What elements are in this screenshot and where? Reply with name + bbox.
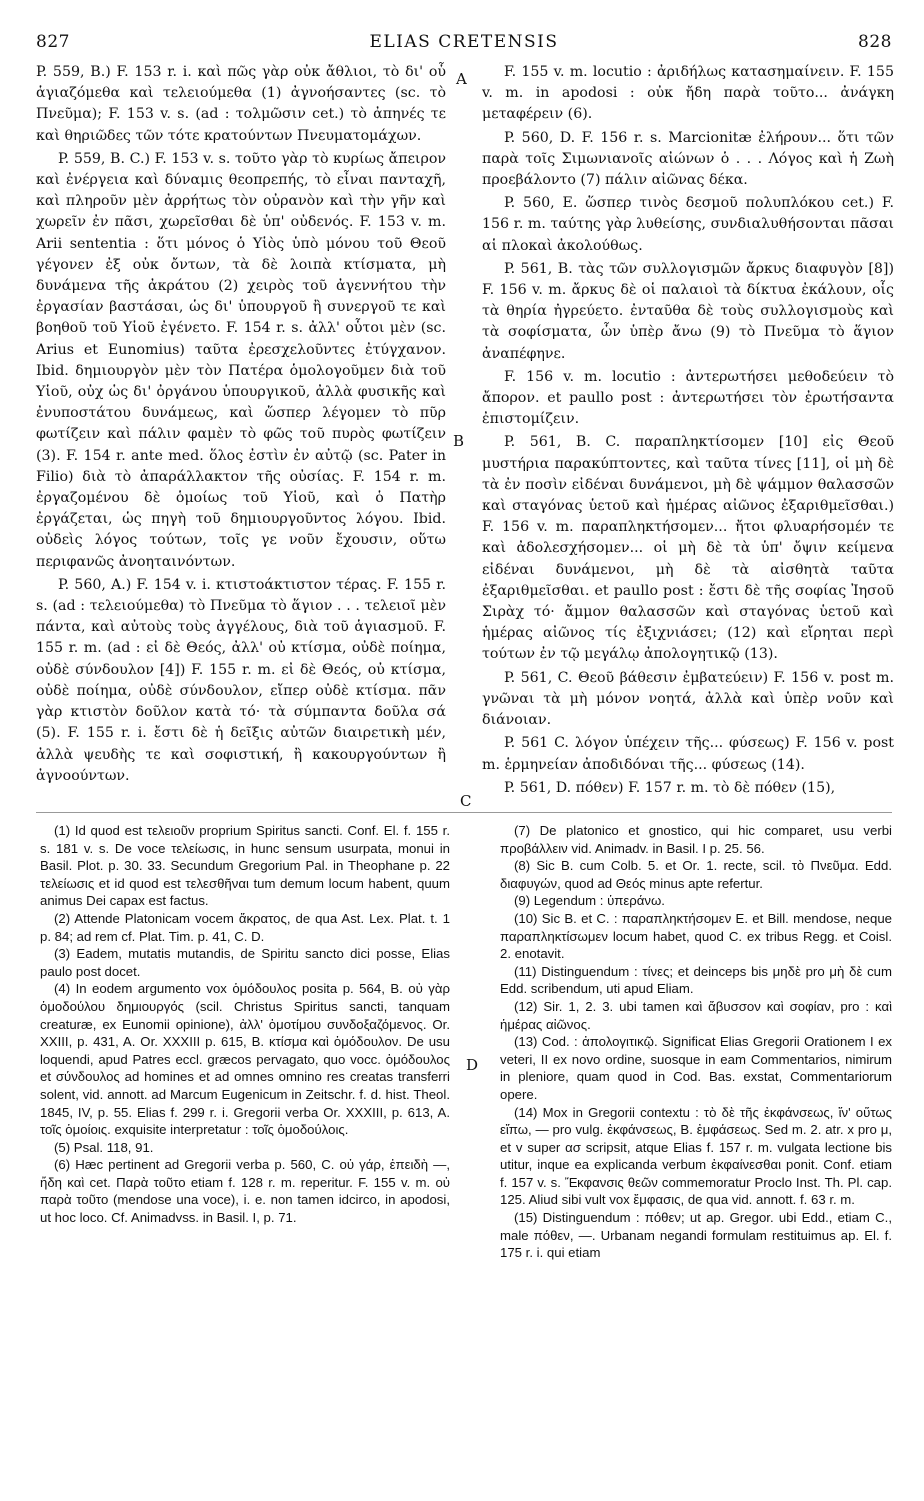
margin-marker-b: B bbox=[453, 432, 465, 450]
main-text-right-column bbox=[482, 62, 894, 799]
paragraph: F. 156 v. m. locutio : ἀντερωτήσει μεθοδεύειν τὸ ἄπορον. et paullo post : ἀντερωτήσει τὸν ἐρωτήσαντα ἐπιστομίζειν. bbox=[482, 368, 894, 428]
running-title: ELIAS CRETENSIS bbox=[369, 32, 559, 52]
footnotes-left-column bbox=[40, 822, 450, 1227]
paragraph: P. 561, C. Θεοῦ βάθεσιν ἐμβατεύειν) F. 156 v. post m. γνῶναι τὰ μὴ μόνον νοητά, ἀλλὰ καὶ ὑπὲρ νοῦν καὶ διάνοιαν. bbox=[482, 669, 894, 729]
footnote: (11) Distinguendum : τίνες; et deinceps bis μηδὲ pro μὴ δὲ cum Edd. scribendum, uti apud Eliam. bbox=[500, 963, 892, 997]
footnote: (10) Sic B. et C. : παραπληκτήσομεν E. et Bill. mendose, neque παραπληκτίσωμεν locum habet, quod C. ex tribus Regg. et Coisl. 2. enotavit. bbox=[500, 910, 892, 962]
running-header bbox=[36, 32, 892, 54]
paragraph: P. 559, B. C.) F. 153 v. s. τοῦτο γὰρ τὸ κυρίως ἄπειρον καὶ ἐνέργεια καὶ δύναμις θεοπρεπής, τὸ εἶναι πανταχῆ, καὶ πληροῦν μὲν ἀρρήτως τὸν οὐρανὸν καὶ τὴν γῆν καὶ χωρεῖν ἐν πᾶσι, χωρεῖσθαι δὲ ὑπ' οὐδενός. F. 153 v. m. Arii sententia : ὅτι μόνος ὁ Υἱὸς ὑπὸ μόνου τοῦ Θεοῦ γέγονεν ἐξ οὐκ ὄντων, τὰ δὲ λοιπὰ κτίσματα, μὴ δυνάμενα τῆς ἀκράτου (2) χειρὸς τοῦ ἀγεννήτου τὴν ἐργασίαν βαστάσαι, ὡς δι' ὑπουργοῦ ἢ συνεργοῦ τε καὶ βοηθοῦ τοῦ Υἱοῦ ἐγένετο. F. 154 r. s. ἀλλ' οὗτοι μὲν (sc. Arius et Eunomius) ταῦτα ἐρεσχελοῦντες ἐτύγχανον. Ibid. δημιουργὸν μὲν τὸν Πατέρα ὁμολογοῦμεν διὰ τοῦ Υἱοῦ, οὐχ ὡς δι' ὀργάνου ὑπουργικοῦ, ἀλλὰ φυσικῆς καὶ ἐνυποστάτου δυνάμεως, καὶ ὥσπερ λέγομεν τὸ πῦρ φωτίζειν καὶ πάλιν φαμὲν τὸ φῶς τοῦ πυρὸς φωτίζειν (3). F. 154 r. ante med. ὅλος ἐστὶν ἐν αὐτῷ (sc. Pater in Filio) διὰ τὸ ἀπαράλλακτον τῆς οὐσίας. F. 154 r. m. ἐργαζομένου δὲ ὁμοίως τοῦ Υἱοῦ, καὶ ὁ Πατὴρ ἐργάζεται, ὡς πηγὴ τοῦ δημιουργοῦντος λόγου. Ibid. οὐδεὶς λόγος τούτων, τοῖς γε νοῦν ἔχουσιν, οὕτω περιφανῶς ἀνοηταινόντων. bbox=[36, 150, 446, 570]
page-number-left: 827 bbox=[36, 32, 70, 52]
paragraph: P. 561 C. λόγον ὑπέχειν τῆς... φύσεως) F. 156 v. post m. ἑρμηνείαν ἀποδιδόναι τῆς... φύσεως (14). bbox=[482, 735, 894, 773]
paragraph: P. 561, D. πόθεν) F. 157 r. m. τὸ δὲ πόθεν (15), bbox=[504, 779, 836, 796]
paragraph: P. 561, B. C. παραπληκτίσομεν [10] εἰς Θεοῦ μυστήρια παρακύπτοντες, καὶ ταῦτα τίνες [11], οἱ μὴ δὲ τὰ ἐν ποσὶν εἰδέναι δυνάμενοι, μὴ δὲ ψάμμον θαλασσῶν καὶ σταγόνας ὑετοῦ καὶ ἡμέρας αἰῶνος ἐξαριθμεῖσθαι.) F. 156 v. m. παραπληκτήσομεν... ἤτοι φλυαρήσομέν τε καὶ ἀδολεσχήσομεν... οἱ μὴ δὲ τὰ ὑπ' ὄψιν κείμενα εἰδέναι δυνάμενοι, μὴ δὲ τὰ αἰσθητὰ ταῦτα ἐξαριθμεῖσθαι. et paullo post : ἔστι δὲ τῆς σοφίας Ἰησοῦ Σιρὰχ τό· ἄμμον θαλασσῶν καὶ σταγόνας ὑετοῦ καὶ ἡμέρας αἰῶνος τίς ἐξιχνιάσει; (12) καὶ εἴρηται περὶ τούτων ἐν τῷ μεγάλῳ ἀπολογητικῷ (13). bbox=[482, 434, 894, 663]
footnote-separator bbox=[36, 812, 892, 813]
margin-marker-a: A bbox=[456, 70, 467, 88]
footnote: (3) Eadem, mutatis mutandis, de Spiritu sancto dici posse, Elias paulo post docet. bbox=[40, 946, 450, 979]
paragraph: P. 559, B.) F. 153 r. i. καὶ πῶς γὰρ οὐκ ἄθλιοι, τὸ δι' οὗ ἁγιαζόμεθα καὶ τελειούμεθα (1) ἀγνοήσαντες (sc. τὸ Πνεῦμα); F. 153 v. s. (ad : τολμῶσιν cet.) τὸ ἀπηνές τε καὶ θηριῶδες τῶν τότε κρατούντων Πνευματομάχων. bbox=[36, 64, 446, 144]
paragraph: F. 155 v. m. locutio : ἀριδήλως κατασημαίνειν. F. 155 v. m. in apodosi : οὐκ ἤδη παρὰ τοῦτο... ἀνάγκη μεταφέρειν (6). bbox=[482, 64, 894, 123]
main-text-left-column bbox=[36, 62, 446, 787]
footnote: (8) Sic B. cum Colb. 5. et Or. 1. recte, scil. τὸ Πνεῦμα. Edd. διαφυγών, quod ad Θεός minus apte refertur. bbox=[500, 858, 892, 891]
footnote: (6) Hæc pertinent ad Gregorii verba p. 560, C. οὐ γάρ, ἐπειδὴ —, ἤδη καὶ cet. Παρὰ τοῦτο etiam f. 128 r. m. reperitur. F. 155 v. m. οὐ παρὰ τοῦτο (mendose una voce), i. e. non tamen idcirco, in apodosi, ut hoc loco. Cf. Animadvss. in Basil. I, p. 71. bbox=[40, 1157, 450, 1226]
footnote: (13) Cod. : ἀπολογιτικῷ. Significat Elias Gregorii Orationem I ex veteri, II ex novo ordine, suosque in eam Commentarios, nimirum in pleniore, quam quod in Cod. Bas. exstat, Commentariorum opere. bbox=[500, 1034, 892, 1102]
paragraph: P. 560, E. ὥσπερ τινὸς δεσμοῦ πολυπλόκου cet.) F. 156 r. m. ταύτης γὰρ λυθείσης, συνδιαλυθήσονται πᾶσαι αἱ πλοκαὶ ἀκολούθως. bbox=[482, 195, 894, 254]
margin-marker-c: C bbox=[460, 792, 472, 810]
page-number-right: 828 bbox=[858, 32, 892, 52]
paragraph: P. 560, A.) F. 154 v. i. κτιστοάκτιστον τέρας. F. 155 r. s. (ad : τελειούμεθα) τὸ Πνεῦμα τὸ ἅγιον . . . τελειοῖ μὲν πάντα, καὶ αὐτοὺς τοὺς ἀγγέλους, διὰ τοῦ ἁγιασμοῦ. F. 155 r. m. (ad : εἰ δὲ Θεός, ἀλλ' οὐ κτίσμα, οὐδὲ ποίημα, οὐδὲ σύνδουλον [4]) F. 155 r. m. εἰ δὲ Θεός, οὐ κτίσμα, οὐδὲ ποίημα, οὐδὲ σύνδουλον, εἴπερ οὐδὲ κτίσμα. πᾶν γὰρ κτιστὸν δοῦλον κατὰ τό· τὰ σύμπαντα δοῦλα σά (5). F. 155 r. i. ἔστι δὲ ἡ δεῖξις αὐτῶν διαιρετικὴ μέν, ἀλλὰ ψευδὴς τε καὶ σοφιστική, ἢ κακουργούντων ἢ ἀγνοούντων. bbox=[36, 576, 446, 784]
footnotes-right-column bbox=[500, 822, 892, 1262]
paragraph: P. 561, B. τὰς τῶν συλλογισμῶν ἄρκυς διαφυγὸν [8]) F. 156 v. m. ἄρκυς δὲ οἱ παλαιοὶ τὰ δίκτυα ἐκάλουν, οἷς τὰ θηρία ἠγρεύετο. ἐνταῦθα δὲ τοὺς συλλογισμοὺς καὶ τὰ σοφίσματα, ὧν ὑπὲρ ἄνω (9) τὸ Πνεῦμα τὸ ἅγιον ἀναπέφηνε. bbox=[482, 260, 894, 362]
footnote: (2) Attende Platonicam vocem ἄκρατος, de qua Ast. Lex. Plat. t. 1 p. 84; ad rem cf. Plat. Tim. p. 41, C. D. bbox=[40, 910, 450, 944]
footnote: (5) Psal. 118, 91. bbox=[54, 1139, 154, 1155]
footnote: (9) Legendum : ὑπεράνω. bbox=[514, 893, 665, 909]
footnote: (4) In eodem argumento vox ὁμόδουλος posita p. 564, B. οὐ γὰρ ὁμοδούλου δημιουργός (scil. Christus Spiritus sancti, tanquam creaturæ, ex Eunomii opinione), ἀλλ' ὁμοτίμου συνδοξαζόμενος. Or. XXIII, p. 431, A. Or. XXXIII p. 615, B. κτίσμα καὶ ὁμόδουλον. De usu loquendi, apud Patres eccl. græcos pervagato, quo vocc. ὁμόδουλος et σύνδουλος ad homines et ad omnes omnino res creatas transferri solent, vid. annott. ad Marcum Eugenicum in Zeitschr. f. d. hist. Theol. 1845, IV, p. 55. Elias f. 299 r. i. Gregorii verba Or. XXXIII, p. 613, A. τοῖς ὁμοίοις. exquisite interpretatur : τοῖς ὁμοδούλοις. bbox=[40, 981, 450, 1138]
footnote: (14) Mox in Gregorii contextu : τὸ δὲ τῆς ἐκφάνσεως, ἵν' οὕτως εἴπω, — pro vulg. ἐκφάνσεως, B. ἐμφάσεως. Sed m. 2. atr. x pro μ, et v super ασ scripsit, atque Elias f. 157 r. m. vulgata lectione bis utitur, inque ea explicanda verbum ἐκφαίνεσθαι ponit. Conf. etiam f. 157 v. s. Ἔκφανσις θεῶν commemoratur Proclo Inst. Th. Pl. cap. 125. Aliud sibi vult vox ἔμφασις, de qua vid. annott. f. 63 r. m. bbox=[500, 1104, 892, 1208]
margin-marker-d: D bbox=[466, 1056, 479, 1074]
footnote: (15) Distinguendum : πόθεν; ut ap. Gregor. ubi Edd., etiam C., male πόθεν, —. Urbanam negandi formulam restituimus ap. El. f. 175 r. i. qui etiam bbox=[500, 1210, 892, 1261]
paragraph: P. 560, D. F. 156 r. s. Marcionitæ ἐλήρουν... ὅτι τῶν παρὰ τοῖς Σιμωνιανοῖς αἰώνων ὁ . . . Λόγος καὶ ἡ Ζωὴ προεβάλοντο (7) πάλιν αἰῶνας δέκα. bbox=[482, 129, 894, 189]
footnote: (12) Sir. 1, 2. 3. ubi tamen καὶ ἄβυσσον καὶ σοφίαν, pro : καὶ ἡμέρας αἰῶνος. bbox=[500, 998, 892, 1032]
footnote: (7) De platonico et gnostico, qui hic comparet, usu verbi προβάλλειν vid. Animadv. in Basil. I p. 25. 56. bbox=[500, 823, 892, 856]
footnote: (1) Id quod est τελειοῦν proprium Spiritus sancti. Conf. El. f. 155 r. s. 181 v. s. De voce τελείωσις, in hunc sensum usurpata, monui in Basil. Plot. p. 30. 33. Secundum Gregorium Pal. in Theophane p. 22 τελείωσις et id quod est τελεσθῆναι tum demum locum habent, quum animus Dei capax est factus. bbox=[40, 823, 450, 909]
